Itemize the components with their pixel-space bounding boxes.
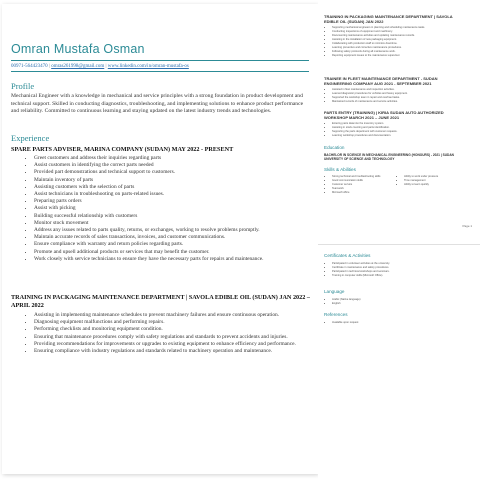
list-item: • Work closely with service technicians to ensure they have the necessary parts for repairs and maintenance. — [34, 256, 306, 263]
page-number: Page 1 — [462, 224, 472, 228]
skills-heading: Skills & Abilities — [324, 167, 356, 172]
email-link[interactable]: omras261998@gmail.com — [51, 64, 105, 69]
list-item: • Ensure compliance with warranty and return policies regarding parts. — [34, 241, 306, 248]
list-item: • Providing recommendations for improvements or upgrades to existing equipment to enhance efficiency and performance. — [34, 341, 306, 348]
list-item: • Training in computer skills (Microsoft Office). — [332, 274, 470, 278]
list-item: • Maintain accurate records of sales transactions, invoices, and customer communications. — [34, 234, 306, 241]
list-item: • Participated in volunteer activities at the university. — [332, 262, 470, 266]
list-item: • Conducting inspections of equipment and machinery. — [332, 30, 470, 34]
p2-job-bullets-3 — [326, 122, 470, 138]
list-item: • Arabic (Native language) — [332, 298, 470, 302]
list-item: • Promote and upsell additional products or services that may benefit the customer. — [34, 249, 306, 256]
language-list — [326, 298, 470, 306]
p2-job-bullets-1 — [326, 26, 470, 58]
list-item: • Supporting mechanical engineers in planning and scheduling maintenance tasks. — [332, 26, 470, 30]
skills-left-list — [326, 175, 394, 195]
list-item: • Maintain inventory of parts — [34, 177, 306, 184]
list-item: • Participated in technical workshops and seminars. — [332, 270, 470, 274]
list-item: • Preparing parts orders — [34, 198, 306, 205]
list-item: • Learning preventive and corrective maintenance procedures. — [332, 46, 470, 50]
skills-right-list — [398, 175, 466, 187]
p2-job-title-3: PARTS ENTRY (TRAINING) | KIRIA SUDAN AUTO AUTHORIZED WORKSHOP MARCH 2021 – JUNE 2021 — [324, 110, 444, 120]
list-item: • Provided part demonstrations and technical support to customers. — [34, 169, 306, 176]
list-item: • Collaborating with production staff to minimize downtime. — [332, 42, 470, 46]
list-item: • Ability to work under pressure — [404, 175, 466, 179]
job-bullets-training-packaging — [24, 312, 306, 355]
list-item: • Monitor stock movement — [34, 220, 306, 227]
job-bullets-spare-parts — [24, 155, 306, 263]
list-item: • Assisted in fleet maintenance and inspection activities. — [332, 88, 470, 92]
contact-rule — [11, 71, 309, 72]
list-item: • Ability to learn quickly — [404, 183, 466, 187]
separator: | — [48, 64, 50, 69]
candidate-name: Omran Mustafa Osman — [11, 42, 145, 56]
linkedin-link[interactable]: www.linkedin.com/in/omran-mustafa-os — [107, 64, 189, 69]
list-item: • Assisting customers with the selection of parts — [34, 184, 306, 191]
p2-job-title-2: TRAINEE IN FLEET MAINTENANCE DEPARTMENT - SUDAN ENGINEERING COMPANY AUG 2021 - SEPTEMBER 2021 — [324, 76, 438, 86]
list-item: • Performing checklists and monitoring equipment condition. — [34, 326, 306, 333]
list-item: • Supported the workshop team in repair and overhaul tasks. — [332, 96, 470, 100]
references-list — [326, 321, 470, 325]
resume-page-2 — [318, 0, 480, 480]
references-text: • Available upon request — [332, 321, 470, 325]
list-item: • Ensuring compliance with industry regulations and standards related to machinery operation and maintenance. — [34, 348, 306, 355]
list-item: • Customer service — [332, 183, 394, 187]
list-item: • Diagnosing equipment malfunctions and performing repairs. — [34, 319, 306, 326]
list-item: • Assist customers in identifying the correct parts needed — [34, 162, 306, 169]
list-item: • Microsoft office — [332, 191, 394, 195]
certificates-heading: Certificates & Activities — [324, 253, 371, 258]
list-item: • Certificate in maintenance and safety procedures. — [332, 266, 470, 270]
p2-job-title-1: TRAINING IN PACKAGING MAINTENANCE DEPARTMENT | SAVOLA EDIBLE OIL (SUDAN) JAN 2022 — [324, 14, 453, 24]
profile-text: Mechanical Engineer with a knowledge in mechanical and service principles with a strong foundation in product development and technical support. Skilled in conducting diagnostics, troubleshooting, and implementing solutions to enhance product performance and reliability. Committed to continuous learning and staying updated on the latest industry trends and technologies. — [11, 93, 304, 114]
list-item: • Greet customers and address their inquiries regarding parts — [34, 155, 306, 162]
list-item: • Entering parts data into the inventory system. — [332, 122, 470, 126]
list-item: • Maintained records of maintenance and service activities. — [332, 100, 470, 104]
experience-heading: Experience — [11, 133, 50, 143]
p2-job-bullets-2 — [326, 88, 470, 104]
separator: | — [105, 64, 107, 69]
job-title-spare-parts: SPARE PARTS ADVISER, MARINA COMPANY (SUDAN) MAY 2022 - PRESENT — [11, 146, 234, 153]
resume-page-1 — [2, 4, 318, 474]
list-item: • English — [332, 302, 470, 306]
list-item: • Supporting the parts department with customer requests. — [332, 130, 470, 134]
list-item: • Following safety protocols during all maintenance work. — [332, 50, 470, 54]
references-heading: References — [324, 312, 348, 317]
list-item: • Address any issues related to parts quality, returns, or exchanges, working to resolve problems promptly. — [34, 227, 306, 234]
list-item: • Ensuring that maintenance procedures comply with safety regulations and standards to prevent accidents and injuries. — [34, 334, 306, 341]
education-heading: Education — [324, 145, 345, 150]
list-item: • Learned diagnostic procedures for vehicles and heavy equipment. — [332, 92, 470, 96]
list-item: • Reporting equipment issues to the maintenance supervisor. — [332, 54, 470, 58]
list-item: • Teamwork — [332, 187, 394, 191]
list-item: • Good communication skills — [332, 179, 394, 183]
list-item: • Time management — [404, 179, 466, 183]
header-rule — [11, 60, 309, 61]
list-item: • Assisting in the installation of new packaging equipment. — [332, 38, 470, 42]
list-item: • Assisting in implementing maintenance schedules to prevent machinery failures and ensure continuous operation. — [34, 312, 306, 319]
list-item: • Documenting maintenance activities and updating maintenance records. — [332, 34, 470, 38]
list-item: • Assist technicians in troubleshooting on parts-related issues. — [34, 191, 306, 198]
education-text: BACHELOR IN SCIENCE IN MECHANICAL ENGINEERING (HONOURS) - 2021 | SUDAN UNIVERSITY OF SCIENCE AND TECHNOLOGY — [324, 153, 454, 162]
list-item: • Strong technical and troubleshooting skills — [332, 175, 394, 179]
profile-heading: Profile — [11, 81, 35, 91]
list-item: • Building successful relationship with customers — [34, 213, 306, 220]
list-item: • Assisting in stock counting and parts identification. — [332, 126, 470, 130]
job-title-training-packaging: TRAINING IN PACKAGING MAINTENANCE DEPARTMENT | SAVOLA EDIBLE OIL (SUDAN) JAN 2022 – APRIL 2022 — [11, 294, 310, 309]
phone-number: 00971-564423470 — [11, 64, 48, 69]
language-heading: Language — [324, 289, 345, 294]
contact-line — [11, 64, 189, 69]
certificates-list — [326, 262, 470, 278]
page-break-divider — [318, 244, 480, 245]
list-item: • Assist with picking — [34, 205, 306, 212]
list-item: • Learning workshop procedures and documentation. — [332, 134, 470, 138]
